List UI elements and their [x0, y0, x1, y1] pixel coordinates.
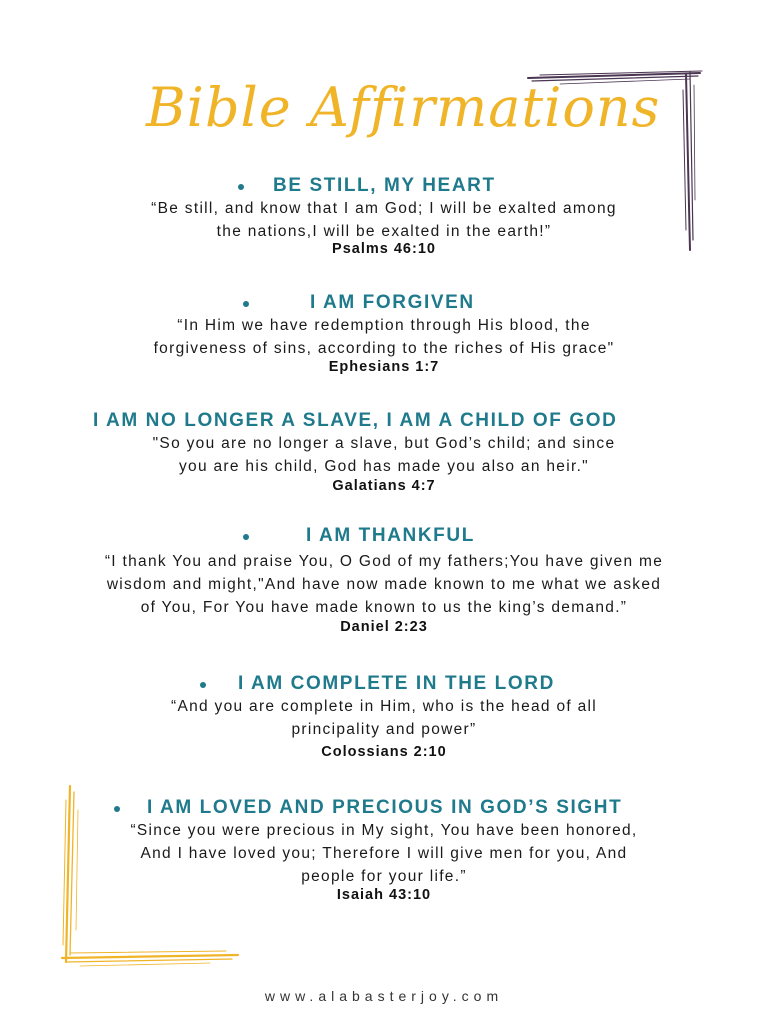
- bullet-icon: [243, 534, 249, 540]
- scripture-reference: Galatians 4:7: [332, 478, 436, 494]
- affirmation-heading: I AM THANKFUL: [306, 525, 475, 546]
- affirmation-verse: “In Him we have redemption through His blood, the forgiveness of sins, according to the riches of His grace": [153, 317, 615, 357]
- affirmation-heading: I AM COMPLETE IN THE LORD: [238, 673, 555, 694]
- affirmation-heading: BE STILL, MY HEART: [273, 175, 496, 196]
- scripture-reference: Ephesians 1:7: [328, 359, 440, 375]
- affirmation-verse: "So you are no longer a slave, but God’s child; and since you are his child, God has made you also an heir.": [152, 435, 616, 475]
- bullet-icon: [243, 301, 249, 307]
- website-url: www.alabasterjoy.com: [264, 988, 504, 1004]
- scripture-reference: Psalms 46:10: [332, 241, 436, 257]
- bullet-icon: [200, 682, 206, 688]
- page-title: Bible Affirmations: [146, 76, 661, 139]
- scripture-reference: Isaiah 43:10: [336, 887, 432, 903]
- affirmation-verse: “Be still, and know that I am God; I will be exalted among the nations,I will be exalted in the earth!”: [151, 200, 617, 240]
- affirmation-heading: I AM LOVED AND PRECIOUS IN GOD’S SIGHT: [147, 797, 623, 818]
- scripture-reference: Colossians 2:10: [321, 744, 447, 760]
- scripture-reference: Daniel 2:23: [340, 619, 428, 635]
- affirmation-verse: “And you are complete in Him, who is the head of all principality and power”: [170, 698, 597, 738]
- affirmation-heading: I AM NO LONGER A SLAVE, I AM A CHILD OF GOD: [93, 410, 618, 431]
- bullet-icon: [114, 806, 120, 812]
- affirmation-verse: “I thank You and praise You, O God of my fathers;You have given me wisdom and might,"And have now made known to me what we asked of You, For You have made known to us the king’s demand.”: [104, 553, 664, 616]
- affirmation-heading: I AM FORGIVEN: [310, 292, 475, 313]
- bullet-icon: [238, 184, 244, 190]
- affirmation-verse: “Since you were precious in My sight, You have been honored, And I have loved you; Therefore I will give men for you, And people for your life.”: [130, 822, 638, 885]
